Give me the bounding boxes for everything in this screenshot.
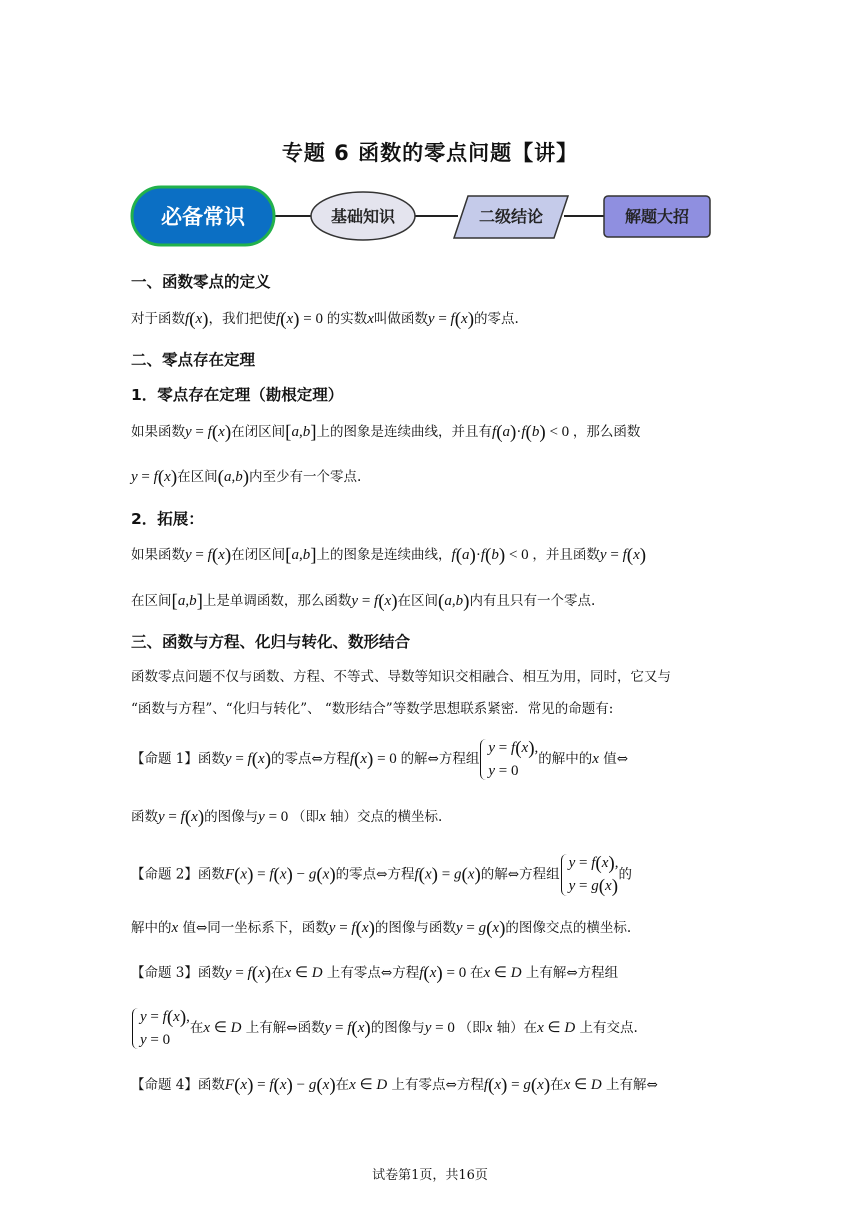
paragraph-theorem-line2: y = f(x)在区间(a,b)内至少有一个零点. xyxy=(131,467,362,488)
proposition-3-line1: 【命题 3】函数y = f(x)在x ∈ D 上有零点⇔方程f(x) = 0 在x ∈ D 上有解⇔方程组 xyxy=(131,963,619,984)
proposition-4-line1: 【命题 4】函数F(x) = f(x) − g(x)在x ∈ D 上有零点⇔方程f(x) = g(x)在x ∈ D 上有解⇔ xyxy=(131,1075,658,1096)
subheading-theorem: 1．零点存在定理（勘根定理） xyxy=(131,386,344,404)
section-banner xyxy=(128,184,718,250)
banner-tips-label: 解题大招 xyxy=(624,207,690,226)
equation-system: y = f(x), y = g(x) xyxy=(560,852,619,898)
proposition-1-line1: 【命题 1】函数y = f(x)的零点⇔方程f(x) = 0 的解⇔方程组y = f(x), y = 0的解中的x 值⇔ xyxy=(131,737,731,782)
proposition-2-line1: 【命题 2】函数F(x) = f(x) − g(x)的零点⇔方程f(x) = g(x)的解⇔方程组y = f(x), y = g(x)的 xyxy=(131,853,632,897)
paragraph-intro-line1: 函数零点问题不仅与函数、方程、不等式、导数等知识交相融合、相互为用，同时，它又与 xyxy=(131,669,671,685)
paragraph-extension-line1: 如果函数y = f(x)在闭区间[a,b]上的图象是连续曲线，f(a)·f(b) < 0 ，并且函数y = f(x) xyxy=(131,545,647,566)
heading-existence-theorem: 二、零点存在定理 xyxy=(131,351,256,369)
banner-conclusion-label: 二级结论 xyxy=(478,207,544,226)
proposition-2-line2: 解中的x 值⇔同一坐标系下，函数y = f(x)的图像与函数y = g(x)的图像交点的横坐标. xyxy=(131,918,632,939)
page-footer: 试卷第1页，共16页 xyxy=(372,1168,488,1183)
paragraph-extension-line2: 在区间[a,b]上是单调函数，那么函数y = f(x)在区间(a,b)内有且只有一个零点. xyxy=(131,591,596,612)
proposition-1-line2: 函数y = f(x)的图像与y = 0 （即x 轴）交点的横坐标. xyxy=(131,807,443,828)
subheading-extension: 2．拓展： xyxy=(131,510,204,528)
equation-system: y = f(x), y = 0 xyxy=(479,737,538,782)
equation-system: y = f(x), y = 0 xyxy=(131,1006,190,1051)
banner-basic-label: 基础知识 xyxy=(330,207,396,226)
paragraph-theorem-line1: 如果函数y = f(x)在闭区间[a,b]上的图象是连续曲线，并且有f(a)·f(b) < 0 ，那么函数 xyxy=(131,422,641,443)
heading-zero-definition: 一、函数零点的定义 xyxy=(131,273,271,291)
banner-main-label: 必备常识 xyxy=(161,205,245,229)
page-title: 专题 6 函数的零点问题【讲】 xyxy=(281,141,579,165)
proposition-3-line2: y = f(x), y = 0在x ∈ D 上有解⇔函数y = f(x)的图像与y = 0 （即x 轴）在x ∈ D 上有交点. xyxy=(131,1006,731,1051)
paragraph-intro-line2: “函数与方程”、“化归与转化”、 “数形结合”等数学思想联系紧密．常见的命题有: xyxy=(131,701,614,717)
heading-methods: 三、函数与方程、化归与转化、数形结合 xyxy=(131,633,411,651)
paragraph-zero-definition: 对于函数f(x)，我们把使f(x) = 0 的实数x叫做函数y = f(x)的零点. xyxy=(131,309,519,330)
